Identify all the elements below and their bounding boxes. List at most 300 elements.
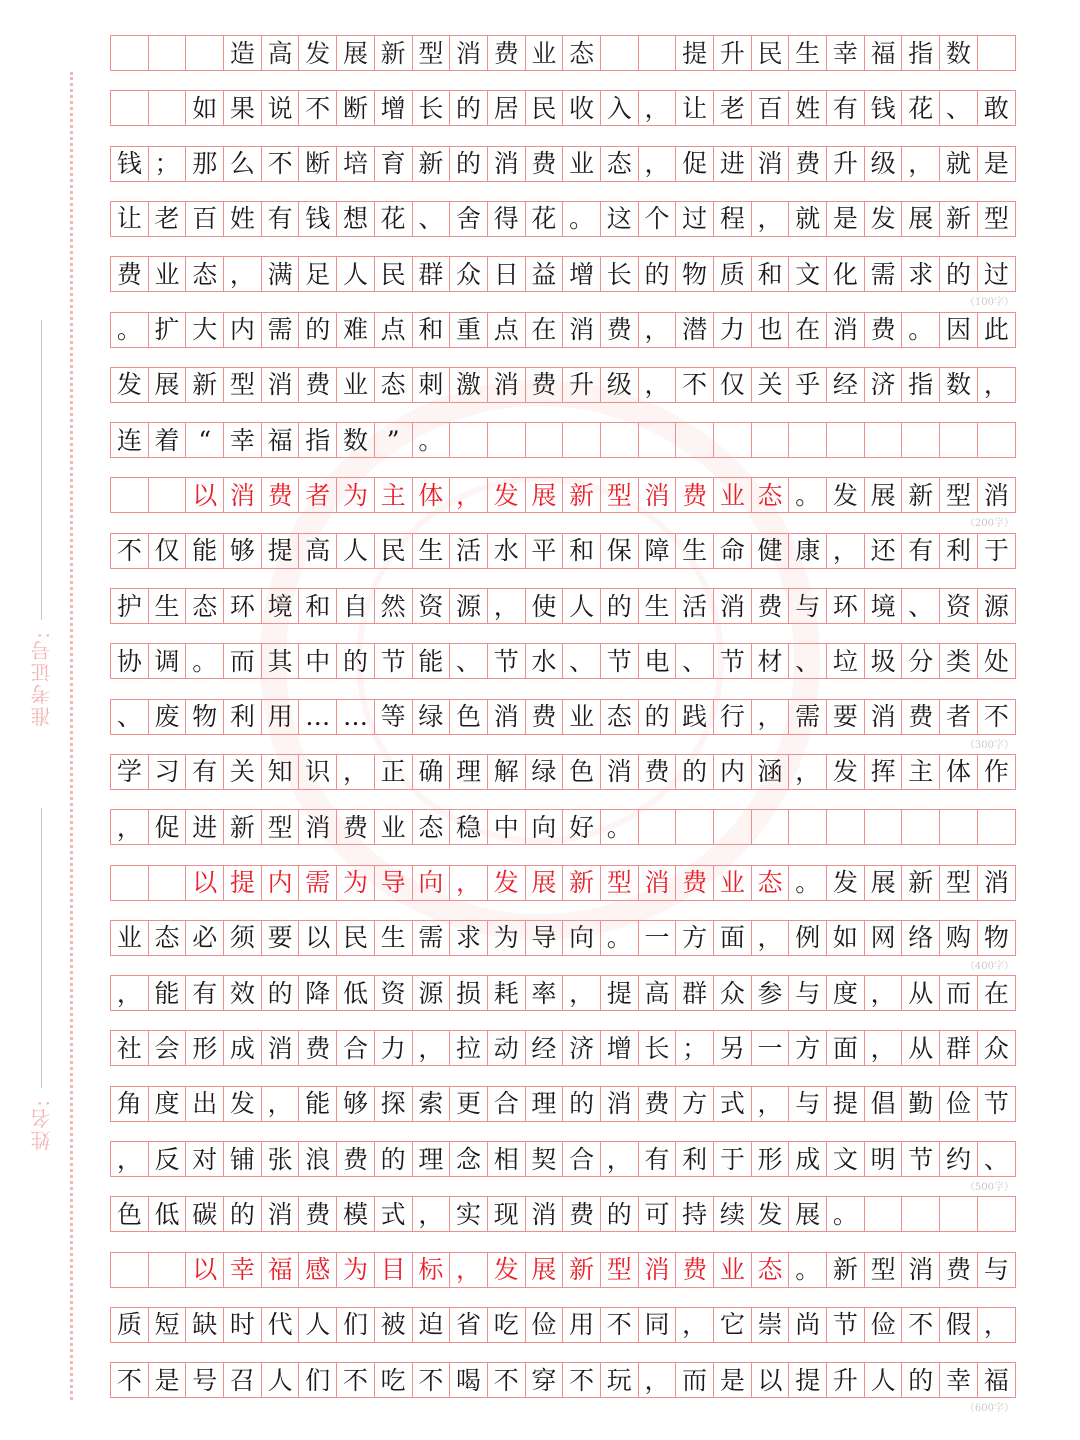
grid-cell: 等 <box>375 700 413 734</box>
grid-cell: 新 <box>224 810 262 844</box>
grid-cell: 相 <box>488 1142 526 1176</box>
grid-cell: 钱 <box>299 202 337 236</box>
grid-cell: 生 <box>149 589 187 623</box>
grid-cell: 提 <box>262 534 300 568</box>
grid-cell: 保 <box>601 534 639 568</box>
grid-cell: 与 <box>789 976 827 1010</box>
grid-cell: 降 <box>299 976 337 1010</box>
grid-cell <box>111 1253 149 1287</box>
grid-cell: 、 <box>940 91 978 125</box>
grid-cell: 平 <box>526 534 564 568</box>
grid-cell: 花 <box>526 202 564 236</box>
grid-cell: ， <box>111 810 149 844</box>
grid-cell: 济 <box>563 1031 601 1065</box>
grid-cell: 型 <box>940 478 978 512</box>
grid-cell: 利 <box>676 1142 714 1176</box>
grid-cell: 行 <box>714 700 752 734</box>
grid-cell: ， <box>450 1253 488 1287</box>
grid-cell: 的 <box>601 1197 639 1231</box>
grid-cell: 、 <box>563 644 601 678</box>
grid-cell: 色 <box>111 1197 149 1231</box>
grid-cell: 高 <box>639 976 677 1010</box>
grid-cell: 绿 <box>526 755 564 789</box>
grid-cell: 从 <box>902 976 940 1010</box>
grid-cell: 业 <box>526 36 564 70</box>
grid-cell: 材 <box>752 644 790 678</box>
grid-cell: 让 <box>676 91 714 125</box>
grid-cell: 态 <box>186 257 224 291</box>
grid-cell: 中 <box>299 644 337 678</box>
grid-cell: 源 <box>983 591 1009 621</box>
grid-cell: 人 <box>865 1363 903 1397</box>
grid-cell: 型 <box>413 36 451 70</box>
grid-cell: 生 <box>639 589 677 623</box>
grid-cell: 穿 <box>526 1363 564 1397</box>
grid-cell: 主 <box>902 755 940 789</box>
grid-cell: 的 <box>224 1197 262 1231</box>
grid-cell: 断 <box>299 147 337 181</box>
grid-cell: 角 <box>111 1087 149 1121</box>
grid-cell: 必 <box>186 921 224 955</box>
grid-cell: ， <box>111 1142 149 1176</box>
grid-cell: 消 <box>488 368 526 402</box>
grid-cell: 涵 <box>752 755 790 789</box>
grid-cell <box>149 866 187 900</box>
grid-cell: 活 <box>676 589 714 623</box>
grid-cell: 是 <box>714 1363 752 1397</box>
grid-cell: 们 <box>337 1308 375 1342</box>
grid-cell <box>186 36 224 70</box>
grid-cell: 人 <box>563 589 601 623</box>
grid-cell: 福 <box>262 423 300 457</box>
grid-cell: 约 <box>940 1142 978 1176</box>
grid-cell: 和 <box>563 534 601 568</box>
grid-cell: 社 <box>111 1031 149 1065</box>
grid-cell: 长 <box>639 1031 677 1065</box>
grid-cell: ； <box>676 1031 714 1065</box>
title-row <box>110 35 1016 71</box>
grid-cell <box>902 1197 940 1231</box>
grid-cell: 升 <box>563 368 601 402</box>
grid-cell: 张 <box>262 1142 300 1176</box>
grid-cell: 垃 <box>827 644 865 678</box>
grid-cell: 度 <box>827 976 865 1010</box>
essay-line <box>110 1196 1016 1232</box>
grid-cell: 消 <box>262 368 300 402</box>
grid-cell: 在 <box>789 313 827 347</box>
grid-cell: 求 <box>902 257 940 291</box>
grid-cell: 消 <box>601 755 639 789</box>
grid-cell: 态 <box>752 1253 790 1287</box>
grid-cell: 践 <box>676 700 714 734</box>
grid-cell: 节 <box>902 1142 940 1176</box>
grid-cell: 的 <box>676 755 714 789</box>
grid-cell: ， <box>827 534 865 568</box>
grid-cell: 模 <box>337 1197 375 1231</box>
grid-cell: 费 <box>299 368 337 402</box>
grid-cell: 求 <box>450 921 488 955</box>
grid-cell: 费 <box>262 478 300 512</box>
grid-cell <box>488 423 526 457</box>
grid-cell: 资 <box>940 589 978 623</box>
essay-line <box>110 1086 1016 1122</box>
grid-cell: 迫 <box>413 1308 451 1342</box>
grid-cell: 的 <box>299 313 337 347</box>
grid-cell: 缺 <box>186 1308 224 1342</box>
grid-cell <box>978 36 1015 70</box>
grid-cell: 不 <box>111 534 149 568</box>
grid-cell: 新 <box>940 202 978 236</box>
grid-cell: 消 <box>488 147 526 181</box>
grid-cell: 业 <box>714 1253 752 1287</box>
grid-cell: 展 <box>902 202 940 236</box>
grid-cell: 召 <box>224 1363 262 1397</box>
grid-cell: 探 <box>375 1087 413 1121</box>
grid-cell: 节 <box>488 644 526 678</box>
grid-cell: 省 <box>450 1308 488 1342</box>
grid-cell: 、 <box>413 202 451 236</box>
grid-cell: 消 <box>526 1197 564 1231</box>
grid-cell: ， <box>450 866 488 900</box>
grid-cell: 作 <box>983 757 1009 787</box>
essay-line <box>110 367 1016 403</box>
grid-cell: 费 <box>676 478 714 512</box>
grid-cell: 会 <box>149 1031 187 1065</box>
grid-cell <box>639 423 677 457</box>
grid-cell: 、 <box>902 589 940 623</box>
grid-cell: 以 <box>752 1363 790 1397</box>
grid-cell <box>111 91 149 125</box>
grid-cell: 也 <box>752 313 790 347</box>
grid-cell: 消 <box>450 36 488 70</box>
grid-cell: 业 <box>714 866 752 900</box>
grid-cell: 续 <box>714 1197 752 1231</box>
grid-cell: 态 <box>563 36 601 70</box>
grid-cell <box>752 810 790 844</box>
grid-cell: 态 <box>149 921 187 955</box>
grid-cell: 指 <box>902 368 940 402</box>
grid-cell: 须 <box>224 921 262 955</box>
grid-cell: 老 <box>149 202 187 236</box>
grid-cell: 拉 <box>450 1031 488 1065</box>
grid-cell: 和 <box>752 257 790 291</box>
grid-cell: 稳 <box>450 810 488 844</box>
grid-cell: 命 <box>714 534 752 568</box>
grid-cell <box>940 810 978 844</box>
name-label: 姓名: <box>30 1098 54 1151</box>
grid-cell: 消 <box>827 313 865 347</box>
grid-cell: 方 <box>789 1031 827 1065</box>
grid-cell: 生 <box>789 36 827 70</box>
essay-line <box>110 201 1016 237</box>
grid-cell: 资 <box>413 589 451 623</box>
grid-cell: 提 <box>601 976 639 1010</box>
grid-cell: 低 <box>149 1197 187 1231</box>
grid-cell: 济 <box>865 368 903 402</box>
grid-cell: 得 <box>488 202 526 236</box>
grid-cell: 舍 <box>450 202 488 236</box>
grid-cell: 为 <box>337 478 375 512</box>
grid-cell: 成 <box>224 1031 262 1065</box>
grid-cell: 态 <box>752 866 790 900</box>
grid-cell: 从 <box>902 1031 940 1065</box>
grid-cell: 展 <box>526 866 564 900</box>
grid-cell: 络 <box>902 921 940 955</box>
grid-cell: 仅 <box>714 368 752 402</box>
grid-cell: 于 <box>714 1142 752 1176</box>
grid-cell: 指 <box>902 36 940 70</box>
grid-cell: 理 <box>413 1142 451 1176</box>
grid-cell: 感 <box>299 1253 337 1287</box>
grid-cell: 发 <box>488 866 526 900</box>
grid-cell: 业 <box>375 810 413 844</box>
grid-cell: 费 <box>865 313 903 347</box>
grid-cell: 展 <box>337 36 375 70</box>
grid-cell: 消 <box>983 480 1009 510</box>
grid-cell: 吃 <box>375 1363 413 1397</box>
grid-cell: 花 <box>375 202 413 236</box>
grid-cell <box>827 423 865 457</box>
grid-cell: 新 <box>563 478 601 512</box>
grid-cell: 消 <box>224 478 262 512</box>
grid-cell: 有 <box>262 202 300 236</box>
grid-cell: 群 <box>676 976 714 1010</box>
grid-cell: 体 <box>413 478 451 512</box>
grid-cell: 。 <box>789 478 827 512</box>
grid-cell: … <box>337 700 375 734</box>
grid-cell: 色 <box>563 755 601 789</box>
grid-cell: 消 <box>563 313 601 347</box>
grid-cell: 解 <box>488 755 526 789</box>
grid-cell <box>639 36 677 70</box>
grid-cell <box>978 1197 1015 1231</box>
grid-cell: ” <box>375 423 413 457</box>
grid-cell: 的 <box>601 589 639 623</box>
grid-cell: ， <box>488 589 526 623</box>
exam-id-label: 准考证号: <box>30 630 54 727</box>
grid-cell: 更 <box>450 1087 488 1121</box>
grid-cell: 发 <box>865 202 903 236</box>
grid-cell: 其 <box>262 644 300 678</box>
grid-cell: 俭 <box>940 1087 978 1121</box>
grid-cell: 足 <box>299 257 337 291</box>
grid-cell: 促 <box>149 810 187 844</box>
grid-cell: 费 <box>299 1031 337 1065</box>
grid-cell: 勤 <box>902 1087 940 1121</box>
grid-cell: 民 <box>375 534 413 568</box>
grid-cell: 一 <box>752 1031 790 1065</box>
grid-cell: 理 <box>526 1087 564 1121</box>
grid-cell: 能 <box>186 534 224 568</box>
grid-cell: 费 <box>676 866 714 900</box>
grid-cell: 此 <box>983 315 1009 344</box>
grid-cell: 合 <box>337 1031 375 1065</box>
grid-cell: ， <box>262 1087 300 1121</box>
grid-cell: 自 <box>337 589 375 623</box>
grid-cell: 过 <box>676 202 714 236</box>
grid-cell: 费 <box>601 313 639 347</box>
name-field <box>28 808 56 1168</box>
grid-cell: 而 <box>940 976 978 1010</box>
grid-cell: 姓 <box>789 91 827 125</box>
grid-cell <box>676 810 714 844</box>
grid-cell: 消 <box>639 866 677 900</box>
grid-cell: 让 <box>111 202 149 236</box>
grid-cell: 福 <box>983 1365 1009 1395</box>
grid-cell <box>752 423 790 457</box>
grid-cell: 众 <box>714 976 752 1010</box>
grid-cell: 需 <box>865 257 903 291</box>
grid-cell <box>601 423 639 457</box>
grid-cell: 业 <box>111 921 149 955</box>
grid-cell: 态 <box>601 147 639 181</box>
grid-cell: 需 <box>789 700 827 734</box>
grid-cell: 目 <box>375 1253 413 1287</box>
grid-cell: 方 <box>676 921 714 955</box>
grid-cell: 连 <box>111 423 149 457</box>
grid-cell: ， <box>224 257 262 291</box>
grid-cell: 消 <box>752 147 790 181</box>
grid-cell: 的 <box>902 1363 940 1397</box>
grid-cell: 例 <box>789 921 827 955</box>
grid-cell: 发 <box>488 478 526 512</box>
grid-cell: 确 <box>413 755 451 789</box>
grid-cell: 型 <box>601 478 639 512</box>
grid-cell: 障 <box>639 534 677 568</box>
grid-cell: 。 <box>789 1253 827 1287</box>
grid-cell: 升 <box>714 36 752 70</box>
grid-cell: 长 <box>601 257 639 291</box>
grid-cell: 民 <box>752 36 790 70</box>
grid-cell: 够 <box>224 534 262 568</box>
grid-cell: 培 <box>337 147 375 181</box>
grid-cell: 消 <box>601 1087 639 1121</box>
grid-cell: 文 <box>789 257 827 291</box>
grid-cell: 业 <box>149 257 187 291</box>
grid-cell: 发 <box>752 1197 790 1231</box>
grid-cell: 人 <box>299 1308 337 1342</box>
grid-cell: 不 <box>676 368 714 402</box>
grid-cell <box>111 36 149 70</box>
grid-cell: 不 <box>413 1363 451 1397</box>
grid-cell: 费 <box>563 1197 601 1231</box>
grid-cell: ， <box>789 755 827 789</box>
grid-cell: 断 <box>337 91 375 125</box>
grid-cell: 有 <box>186 976 224 1010</box>
grid-cell: 态 <box>375 368 413 402</box>
grid-cell: ， <box>752 202 790 236</box>
grid-cell: 增 <box>375 91 413 125</box>
grid-cell: 态 <box>601 700 639 734</box>
grid-cell: 就 <box>940 147 978 181</box>
grid-cell: 是 <box>983 149 1009 179</box>
grid-cell: 满 <box>262 257 300 291</box>
grid-cell: 与 <box>789 1087 827 1121</box>
grid-cell: 俭 <box>526 1308 564 1342</box>
grid-cell: 。 <box>601 810 639 844</box>
grid-cell: 程 <box>714 202 752 236</box>
grid-cell: 尚 <box>789 1308 827 1342</box>
grid-cell: 新 <box>902 478 940 512</box>
grid-cell: 假 <box>940 1308 978 1342</box>
grid-cell: 契 <box>526 1142 564 1176</box>
grid-cell: 升 <box>827 147 865 181</box>
grid-cell: 以 <box>186 478 224 512</box>
grid-cell: 为 <box>488 921 526 955</box>
grid-cell: 提 <box>789 1363 827 1397</box>
grid-cell <box>940 1197 978 1231</box>
grid-cell <box>940 423 978 457</box>
grid-cell: 着 <box>149 423 187 457</box>
grid-cell: 废 <box>149 700 187 734</box>
grid-cell: 质 <box>714 257 752 291</box>
grid-cell: 人 <box>337 534 375 568</box>
grid-cell: 的 <box>450 91 488 125</box>
essay-line <box>110 1141 1016 1177</box>
grid-cell: ， <box>601 1142 639 1176</box>
exam-id-field <box>28 320 56 760</box>
grid-cell: 。 <box>827 1197 865 1231</box>
grid-cell: 反 <box>149 1142 187 1176</box>
grid-cell <box>111 866 149 900</box>
grid-cell: 主 <box>375 478 413 512</box>
grid-cell: 的 <box>639 700 677 734</box>
grid-cell: 增 <box>563 257 601 291</box>
grid-cell <box>978 810 1015 844</box>
exam-id-underline <box>41 320 42 620</box>
grid-cell: 环 <box>224 589 262 623</box>
grid-cell: 就 <box>789 202 827 236</box>
grid-cell: 消 <box>714 589 752 623</box>
grid-cell: 式 <box>714 1087 752 1121</box>
grid-cell: 节 <box>714 644 752 678</box>
grid-cell: 面 <box>827 1031 865 1065</box>
grid-cell: 提 <box>676 36 714 70</box>
essay-line <box>110 809 1016 845</box>
grid-cell: 不 <box>488 1363 526 1397</box>
grid-cell: 钱 <box>111 147 149 181</box>
grid-cell: 需 <box>262 313 300 347</box>
grid-cell: 这 <box>601 202 639 236</box>
grid-cell: 日 <box>488 257 526 291</box>
grid-cell: 。 <box>111 313 149 347</box>
essay-line <box>110 146 1016 182</box>
grid-cell: 力 <box>375 1031 413 1065</box>
grid-cell: ， <box>639 1363 677 1397</box>
grid-cell: 向 <box>563 921 601 955</box>
grid-cell: 。 <box>413 423 451 457</box>
grid-cell: 长 <box>413 91 451 125</box>
word-count-marker: （300字） <box>964 739 1014 751</box>
essay-line <box>110 754 1016 790</box>
grid-cell: 成 <box>789 1142 827 1176</box>
grid-cell: 使 <box>526 589 564 623</box>
grid-cell: 绿 <box>413 700 451 734</box>
grid-cell: 色 <box>450 700 488 734</box>
grid-cell <box>563 423 601 457</box>
essay-line <box>110 588 1016 624</box>
grid-cell: 指 <box>299 423 337 457</box>
grid-cell: 化 <box>827 257 865 291</box>
grid-cell: 型 <box>983 204 1009 234</box>
grid-cell: 众 <box>983 1033 1009 1063</box>
grid-cell: ； <box>149 147 187 181</box>
grid-cell: 活 <box>450 534 488 568</box>
grid-cell: 消 <box>639 1253 677 1287</box>
grid-cell: 消 <box>299 810 337 844</box>
grid-cell: 另 <box>714 1031 752 1065</box>
grid-cell <box>789 810 827 844</box>
